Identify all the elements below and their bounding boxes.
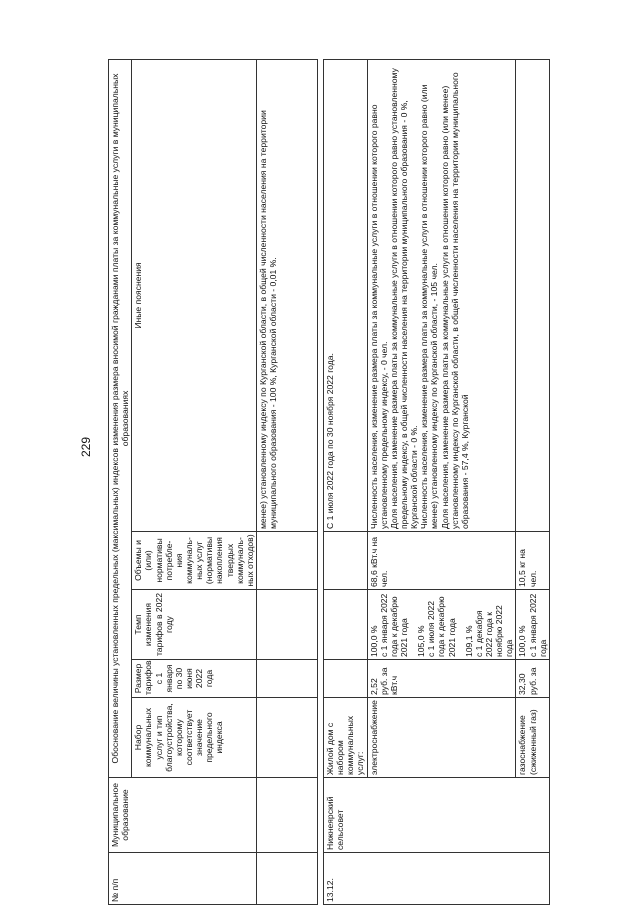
notes-electricity: Численность населения, изменение размера платы за коммунальные услуги в отношении которого равно установленному предельному индексу, - 0 чел. Доля населения, изменение размера платы за коммунальные услуги в отношении которого равно установленному предельному индексу, в общей численности населения на территории муниципального образования - 0 %, Курганской области - 0 %. Численность населения, изменение размера платы за коммунальные услуги в отношении которого равно (или менее) установленному индексу по Курганской области, - 105 чел. Доля населения, изменение размера платы за коммунальные услуги в отношении которого равно (или менее) установленному индексу по Курганской области, в общей численности населения на территории муниципального образования - 57,4 %, Курганской <box>367 59 516 531</box>
growth-electricity: 100,0 % с 1 января 2022 года к декабрю 2021 года 105,0 % с 1 июля 2022 года к декабрю 2021 года 109,1 % с 1 декабря 2022 года к ноябрю 2022 года <box>367 590 516 660</box>
header-notes: Иные пояснения <box>132 59 257 531</box>
notes-intro: С 1 июля 2022 года по 30 ноября 2022 года. <box>323 59 367 531</box>
header-growth: Темп изменения тарифов в 2022 году <box>132 590 257 660</box>
tariff-gas: 32,30 руб. за <box>516 660 549 698</box>
service-electricity: электроснабжение <box>367 698 516 778</box>
table-row-housing <box>323 59 367 904</box>
housing-type: Жилой дом с набором коммунальных услуг: <box>323 698 367 778</box>
growth-gas: 100,0 % с 1 января 2022 года <box>516 590 549 660</box>
municipality-name: Нижнеярский сельсовет <box>323 778 549 853</box>
tariff-electricity: 2,52 руб. за кВт.ч <box>367 660 516 698</box>
volume-electricity: 68,6 кВт.ч на чел. <box>367 532 516 590</box>
tariff-index-table <box>108 59 550 905</box>
table-row-continuation <box>256 59 317 904</box>
page-number: 229 <box>79 436 93 458</box>
volume-gas: 10,5 кг на чел. <box>516 532 549 590</box>
header-row-1 <box>109 59 132 904</box>
header-group-title: Обоснование величины установленных предельных (максимальных) индексов изменения размера вносимой гражданами платы за коммунальные услуги в муниципальных образованиях <box>109 59 132 777</box>
header-set-of-services: Набор коммунальных услуг и тип благоустройства, которому соответствует значение предельного индекса <box>132 698 257 778</box>
row-number: 13.12. <box>323 853 549 905</box>
header-volumes: Объемы и (или) нормативы потребле-ния коммуналь-ных услуг (нормативы накопления твердых коммуналь-ных отходов) <box>132 532 257 590</box>
rotated-table-container <box>108 60 610 905</box>
service-gas: газоснабжение (сжиженный газ) <box>516 698 549 778</box>
header-municipality: Муниципальное образование <box>109 778 257 853</box>
notes-gas <box>516 59 549 531</box>
notes-continuation: менее) установленному индексу по Курганской области, в общей численности населения на территории муниципального образования - 100 %, Курганской области - 0,01 %. <box>256 59 317 531</box>
header-num: № п/п <box>109 853 257 905</box>
header-tariff: Размер тарифов с 1 января по 30 июня 2022 года <box>132 660 257 698</box>
